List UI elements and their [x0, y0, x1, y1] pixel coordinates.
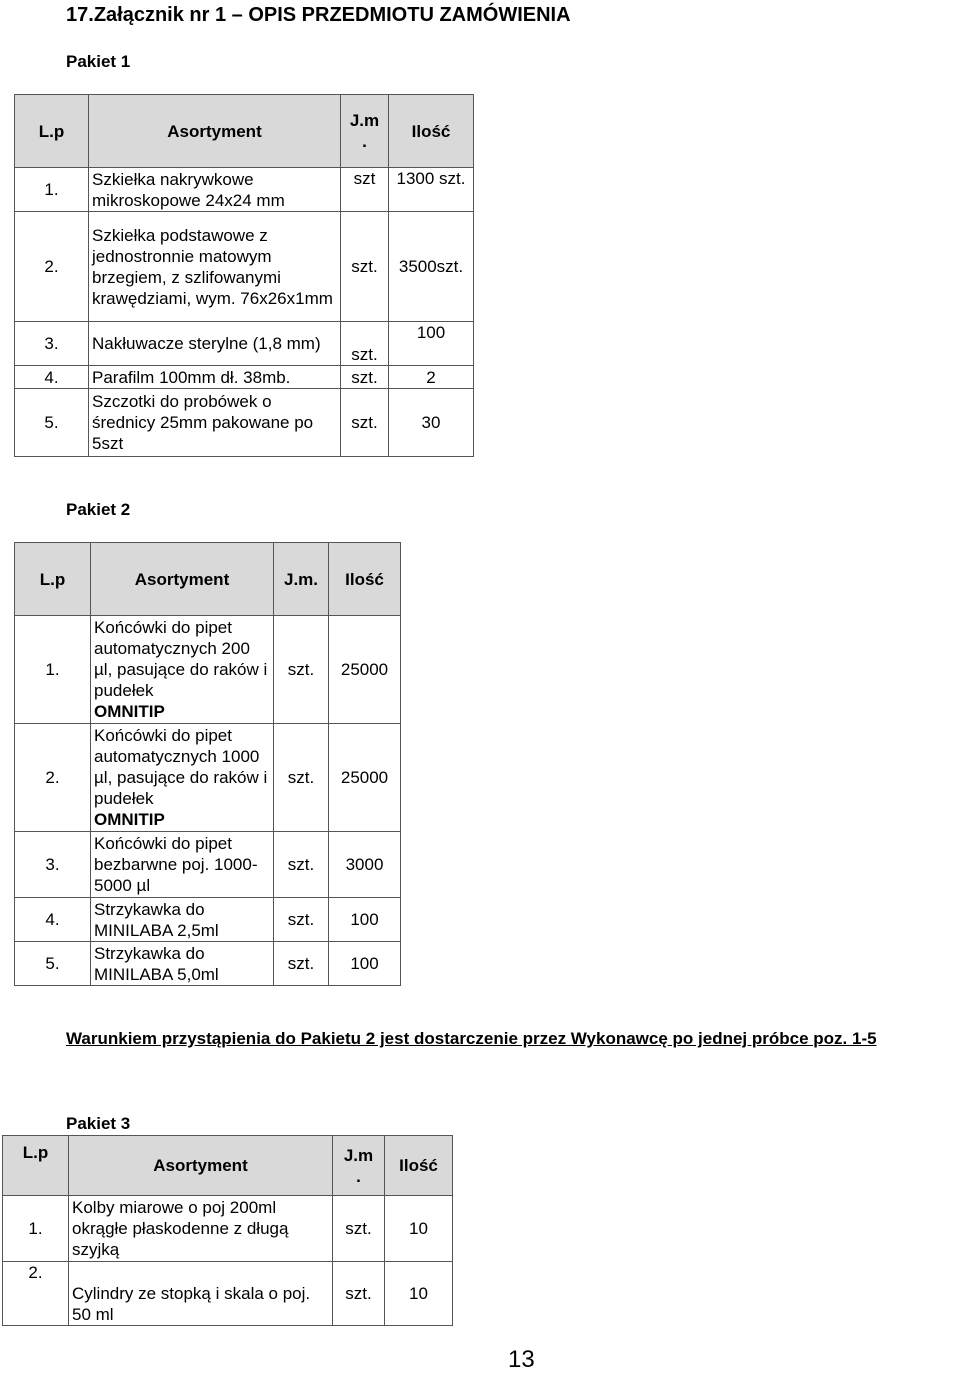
- row-lp: 4.: [15, 898, 91, 942]
- row-qty: 25000: [329, 724, 401, 832]
- row-jm: szt.: [341, 389, 389, 457]
- row-name: Szkiełka nakrywkowe mikroskopowe 24x24 mm: [89, 168, 341, 212]
- row-lp: 3.: [15, 322, 89, 366]
- row-name: [91, 616, 274, 724]
- col-header-jm: J.m .: [341, 95, 389, 168]
- row-jm: szt.: [274, 832, 329, 898]
- row-name: Strzykawka do MINILABA 2,5ml: [91, 898, 274, 942]
- pakiet2-condition: Warunkiem przystąpienia do Pakietu 2 jest dostarczenie przez Wykonawcę po jednej próbce poz. 1-5: [66, 1029, 877, 1048]
- table-row: [15, 168, 474, 212]
- table-row: [15, 322, 474, 366]
- document-heading: [66, 4, 571, 27]
- row-qty: 3500szt.: [389, 212, 474, 322]
- row-lp: 5.: [15, 389, 89, 457]
- row-name-brand: OMNITIP: [94, 702, 165, 721]
- row-jm: szt.: [274, 616, 329, 724]
- row-qty: 10: [385, 1262, 453, 1326]
- row-jm: szt.: [333, 1262, 385, 1326]
- row-jm: szt.: [341, 212, 389, 322]
- col-header-lp: L.p: [15, 95, 89, 168]
- pakiet1-title: Pakiet 1: [66, 52, 131, 71]
- row-lp: 1.: [15, 616, 91, 724]
- table-row: [15, 942, 401, 986]
- row-name: Nakłuwacze sterylne (1,8 mm): [89, 322, 341, 366]
- row-lp: 2.: [15, 212, 89, 322]
- col-header-ilosc: Ilość: [329, 543, 401, 616]
- table-row: [15, 366, 474, 389]
- table-row: [15, 389, 474, 457]
- row-qty: 30: [389, 389, 474, 457]
- pakiet3-title: Pakiet 3: [66, 1114, 131, 1133]
- row-name: Szkiełka podstawowe z jednostronnie matowym brzegiem, z szlifowanymi krawędziami, wym. 76x26x1mm: [89, 212, 341, 322]
- row-jm: szt.: [274, 898, 329, 942]
- col-header-jm: J.m .: [333, 1136, 385, 1196]
- row-lp: 1.: [15, 168, 89, 212]
- row-name: Parafilm 100mm dł. 38mb.: [89, 366, 341, 389]
- row-name-text: Końcówki do pipet automatycznych 200 µl, pasujące do raków i pudełek: [94, 618, 268, 700]
- row-lp: 4.: [15, 366, 89, 389]
- row-name-text: Końcówki do pipet automatycznych 1000 µl, pasujące do raków i pudełek: [94, 726, 268, 808]
- table-row: [15, 898, 401, 942]
- pakiet2-table: [14, 542, 401, 986]
- pakiet1-table: [14, 94, 474, 457]
- row-name-brand: OMNITIP: [94, 810, 165, 829]
- table-row: [3, 1196, 453, 1262]
- table-row: [15, 616, 401, 724]
- row-qty: 3000: [329, 832, 401, 898]
- row-qty: 2: [389, 366, 474, 389]
- col-header-asortyment: Asortyment: [69, 1136, 333, 1196]
- pakiet3-table: [2, 1135, 453, 1326]
- row-lp: 5.: [15, 942, 91, 986]
- row-lp: 1.: [3, 1196, 69, 1262]
- row-qty: 100: [329, 898, 401, 942]
- row-lp: 3.: [15, 832, 91, 898]
- table-row: [15, 832, 401, 898]
- col-header-asortyment: Asortyment: [91, 543, 274, 616]
- table-header-row: [3, 1136, 453, 1196]
- col-header-ilosc: Ilość: [385, 1136, 453, 1196]
- row-name: Cylindry ze stopką i skala o poj. 50 ml: [69, 1262, 333, 1326]
- heading-text: Załącznik nr 1 – OPIS PRZEDMIOTU ZAMÓWIENIA: [93, 4, 571, 26]
- row-qty: 100: [389, 322, 474, 366]
- row-jm: szt: [341, 168, 389, 212]
- row-name: Końcówki do pipet bezbarwne poj. 1000-5000 µl: [91, 832, 274, 898]
- col-header-ilosc: Ilość: [389, 95, 474, 168]
- row-qty: 100: [329, 942, 401, 986]
- row-jm: szt.: [341, 322, 389, 366]
- row-name: [91, 724, 274, 832]
- row-jm: szt.: [341, 366, 389, 389]
- row-lp: 2.: [15, 724, 91, 832]
- row-lp: 2.: [3, 1262, 69, 1326]
- col-header-asortyment: Asortyment: [89, 95, 341, 168]
- row-name: Strzykawka do MINILABA 5,0ml: [91, 942, 274, 986]
- row-name: Szczotki do probówek o średnicy 25mm pakowane po 5szt: [89, 389, 341, 457]
- row-jm: szt.: [274, 942, 329, 986]
- table-header-row: [15, 95, 474, 168]
- table-header-row: [15, 543, 401, 616]
- row-qty: 25000: [329, 616, 401, 724]
- col-header-lp: L.p: [15, 543, 91, 616]
- row-name: Kolby miarowe o poj 200ml okrągłe płaskodenne z długą szyjką: [69, 1196, 333, 1262]
- table-row: [15, 724, 401, 832]
- row-qty: 1300 szt.: [389, 168, 474, 212]
- page-number: 13: [508, 1346, 535, 1373]
- row-qty: 10: [385, 1196, 453, 1262]
- table-row: [15, 212, 474, 322]
- heading-number: 17.: [66, 4, 94, 26]
- row-jm: szt.: [333, 1196, 385, 1262]
- table-row: [3, 1262, 453, 1326]
- pakiet2-title: Pakiet 2: [66, 500, 131, 519]
- col-header-jm: J.m.: [274, 543, 329, 616]
- col-header-lp: L.p: [3, 1136, 69, 1196]
- row-jm: szt.: [274, 724, 329, 832]
